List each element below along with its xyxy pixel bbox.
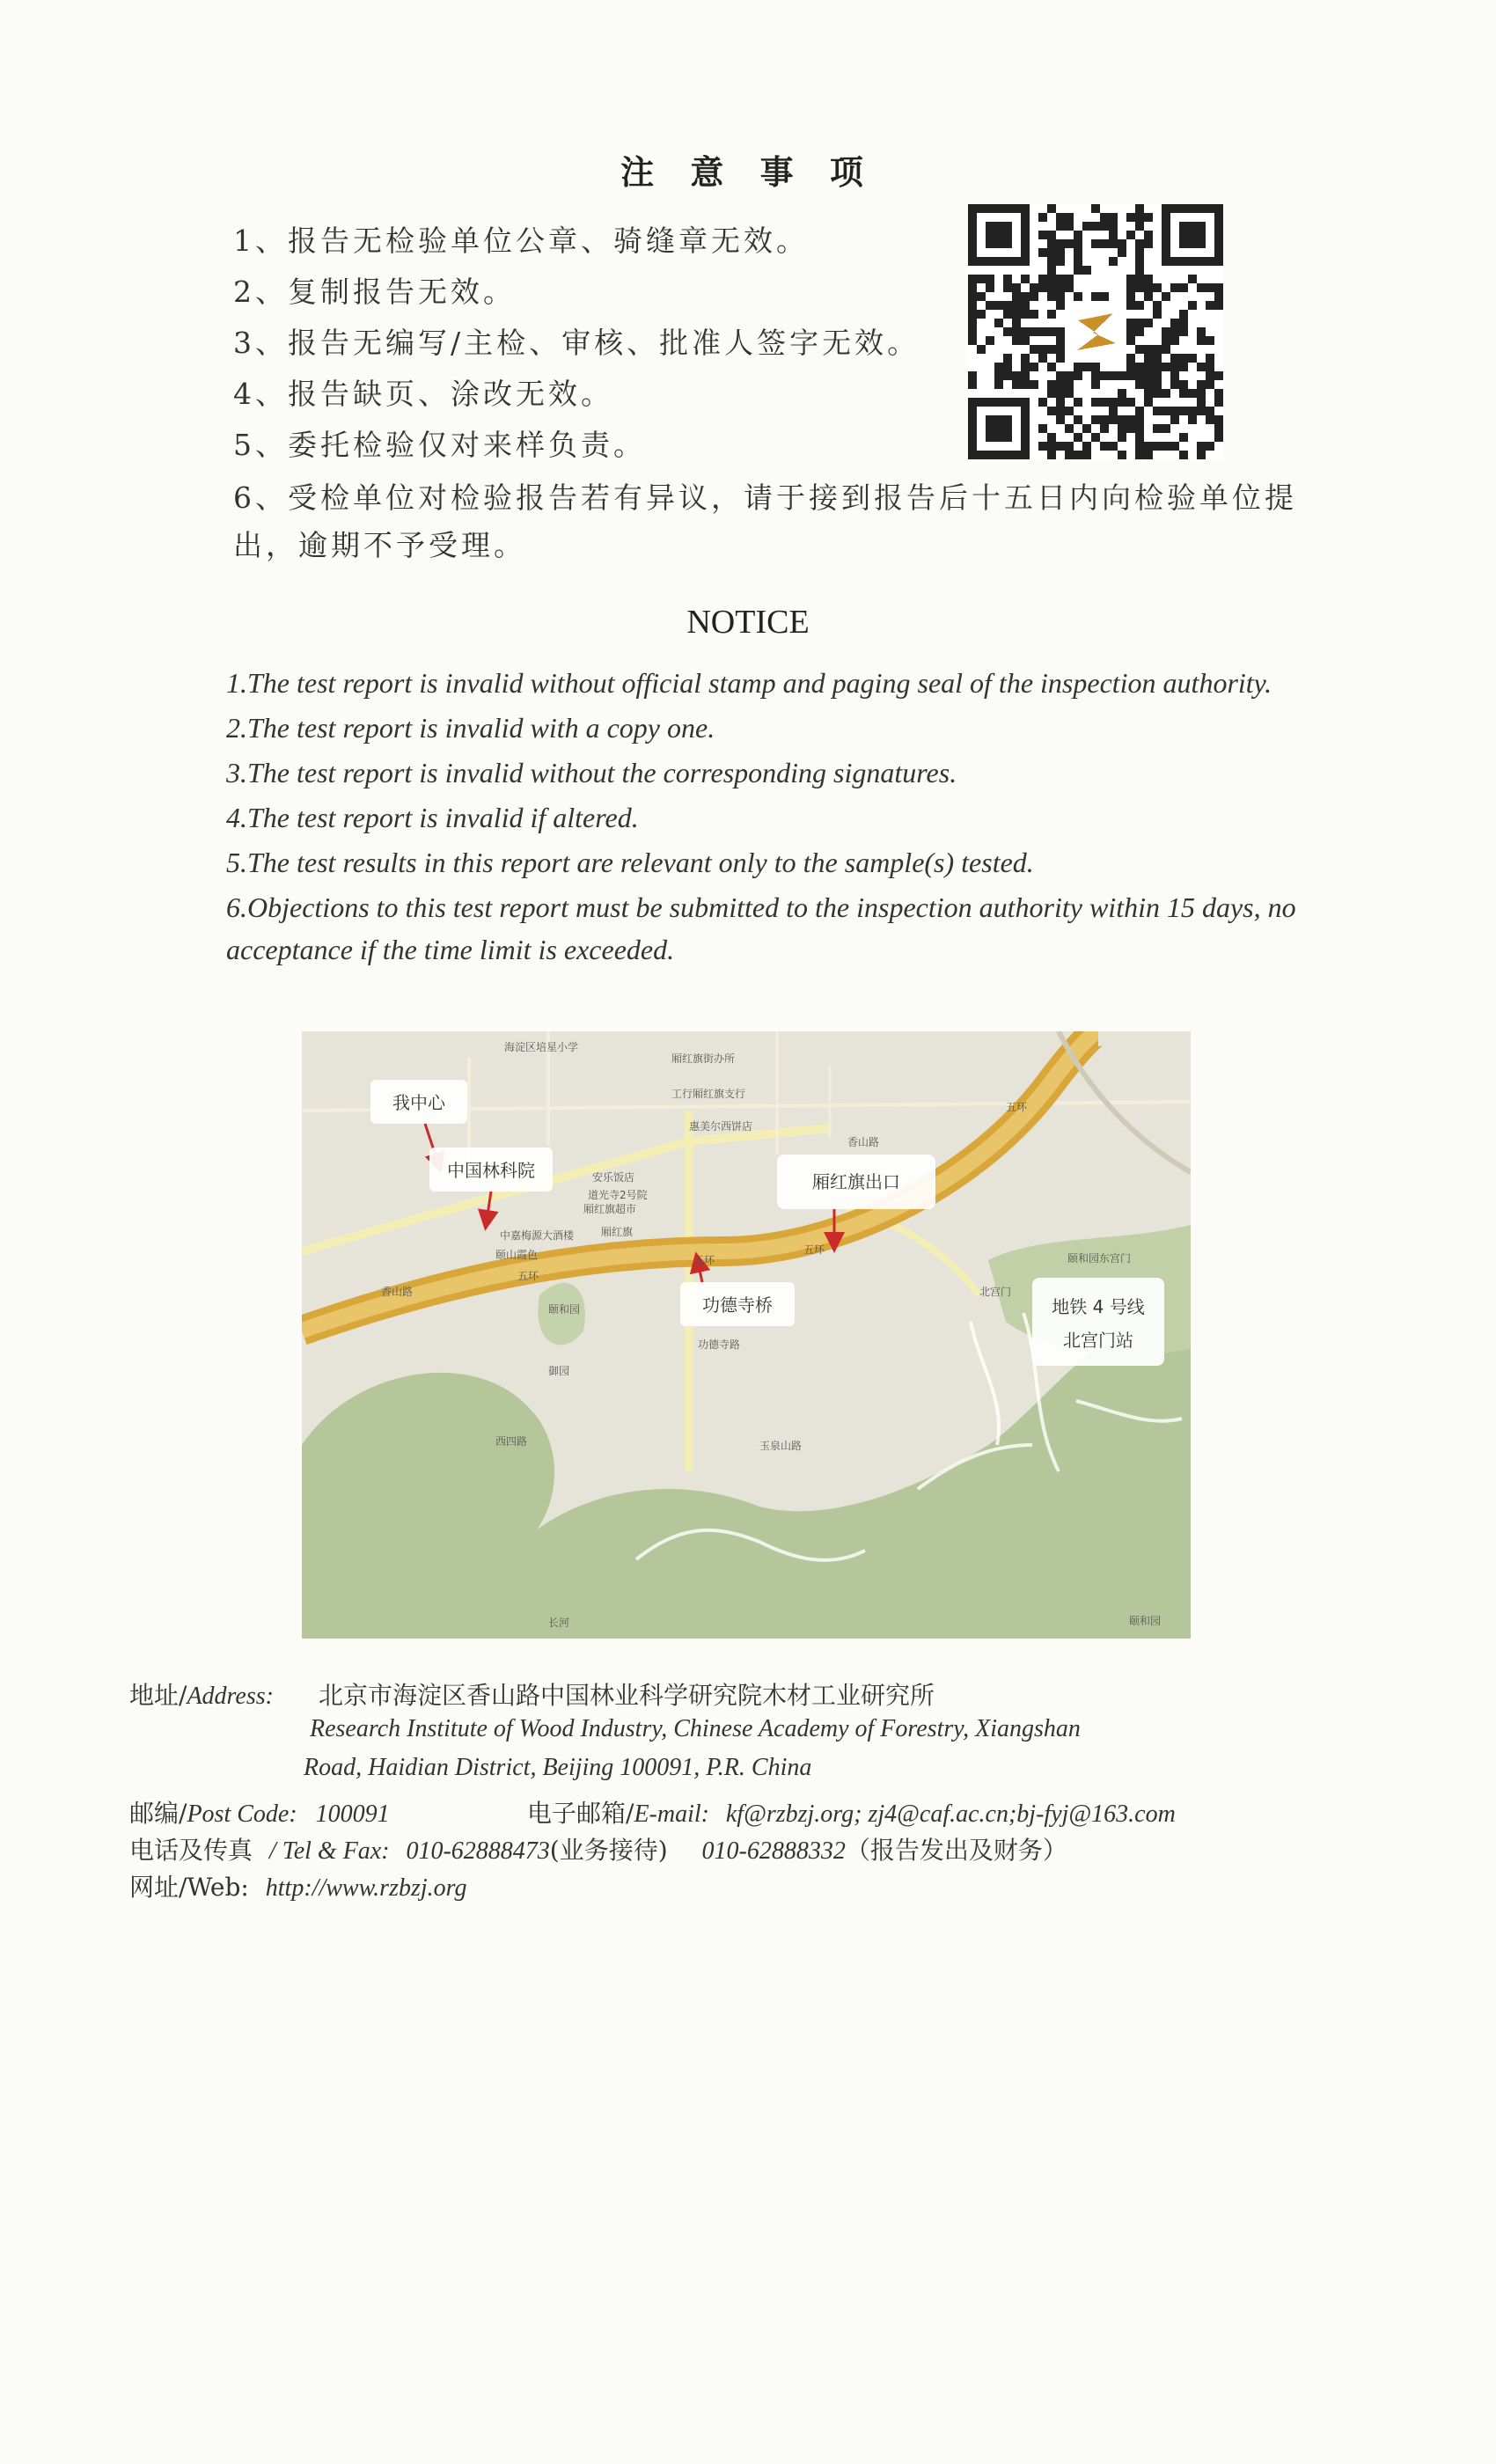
location-map — [302, 1031, 1191, 1639]
notice-item-en: 5.The test results in this report are relevant only to the sample(s) tested. — [226, 847, 1034, 878]
map-label: 颐和园东宫门 — [1067, 1252, 1132, 1265]
map-label-caf: 中国林科院 — [447, 1160, 535, 1181]
notice-item-zh: 6、受检单位对检验报告若有异议，请于接到报告后十五日内向检验单位提出，逾期不予受理。 — [233, 480, 1297, 562]
callout-center — [370, 1080, 467, 1124]
notice-title-zh: 注 意 事 项 — [620, 152, 876, 192]
map-label: 颐和园 — [548, 1303, 581, 1316]
map-label: 道光寺2号院 — [588, 1189, 648, 1201]
web-label-en: Web: — [187, 1873, 249, 1902]
phone-value-1: 010-62888473 — [406, 1837, 550, 1865]
callout-exit — [777, 1155, 935, 1209]
map-label: 香山路 — [381, 1286, 414, 1298]
notice-item-en: 2.The test report is invalid with a copy one. — [226, 712, 715, 744]
address-en-line1: Research Institute of Wood Industry, Chinese Academy of Forestry, Xiangshan — [310, 1715, 1081, 1742]
map-label-metro-line: 地铁 4 号线 — [1052, 1296, 1145, 1317]
notice-title-en: NOTICE — [686, 604, 810, 641]
callout-caf — [429, 1148, 553, 1192]
notice-item-zh: 1、报告无检验单位公章、骑缝章无效。 — [233, 224, 809, 258]
qr-code — [968, 204, 1223, 459]
email-row — [527, 1794, 1176, 1830]
notice-item-en: 6.Objections to this test report must be submitted to the inspection authority within 15 days, no acceptance if the time limit is exceeded. — [226, 891, 1296, 965]
email-link[interactable]: kf@rzbzj.org; zj4@caf.ac.cn;bj-fyj@163.com — [725, 1800, 1176, 1828]
postcode-row — [129, 1794, 390, 1830]
email-label-en: E-mail: — [634, 1800, 709, 1828]
phone-note-1: (业务接待) — [549, 1836, 668, 1865]
address-label-en: Address: — [187, 1683, 274, 1710]
map-label: 工行厢红旗支行 — [671, 1088, 746, 1100]
email-label-zh: 电子邮箱/ — [527, 1799, 634, 1828]
web-row — [129, 1868, 467, 1903]
map-label: 北宫门 — [979, 1286, 1012, 1298]
map-label: 安乐饭店 — [592, 1171, 635, 1184]
map-label: 五环 — [803, 1243, 825, 1256]
website-link[interactable]: http://www.rzbzj.org — [265, 1874, 467, 1902]
postcode-label-en: Post Code: — [187, 1800, 297, 1828]
map-label: 五环 — [1006, 1101, 1028, 1113]
map-label: 厢红旗超市 — [583, 1203, 637, 1215]
phone-label-zh: 电话及传真 — [129, 1836, 253, 1865]
map-label: 御园 — [548, 1365, 570, 1377]
address-label-zh: 地址/ — [129, 1681, 187, 1710]
phone-row — [129, 1831, 1067, 1866]
map-label: 颐山霞色 — [495, 1249, 539, 1261]
phone-label-en: / Tel & Fax: — [268, 1837, 390, 1865]
map-label: 西四路 — [495, 1435, 528, 1448]
notice-item-en: 1.The test report is invalid without official stamp and paging seal of the inspection authority. — [226, 667, 1272, 699]
map-label-center: 我中心 — [392, 1092, 445, 1113]
map-label: 香山路 — [847, 1136, 880, 1148]
qr-logo-icon — [1065, 301, 1126, 363]
map-label: 玉泉山路 — [759, 1440, 803, 1452]
map-label: 功德寺路 — [698, 1338, 741, 1351]
map-label: 五环 — [693, 1254, 715, 1266]
phone-note-2: （报告发出及财务） — [845, 1836, 1067, 1865]
map-label: 五环 — [517, 1270, 539, 1282]
address-en-line2: Road, Haidian District, Beijing 100091, P.R. China — [304, 1754, 812, 1781]
notice-item-zh: 3、报告无编写/主检、审核、批准人签字无效。 — [233, 326, 920, 360]
map-label: 长河 — [548, 1617, 570, 1629]
phone-value-2: 010-62888332 — [701, 1837, 846, 1865]
callout-bridge — [680, 1282, 795, 1326]
map-label: 颐和园 — [1129, 1615, 1162, 1627]
notice-item-zh: 2、复制报告无效。 — [233, 275, 516, 309]
map-label: 惠美尔西饼店 — [689, 1120, 753, 1133]
address-row — [129, 1676, 274, 1712]
callout-metro — [1032, 1278, 1164, 1366]
notice-item-zh: 5、委托检验仅对来样负责。 — [233, 428, 646, 462]
notice-item-zh: 4、报告缺页、涂改无效。 — [233, 377, 613, 411]
notice-item-en: 3.The test report is invalid without the corresponding signatures. — [226, 757, 957, 788]
postcode-label-zh: 邮编/ — [129, 1799, 187, 1828]
web-label-zh: 网址/ — [129, 1873, 187, 1902]
map-label-exit: 厢红旗出口 — [812, 1171, 900, 1192]
map-label-bridge: 功德寺桥 — [702, 1294, 773, 1316]
map-label: 海淀区培星小学 — [504, 1041, 579, 1053]
map-label: 厢红旗 — [601, 1226, 634, 1238]
postcode-value: 100091 — [315, 1800, 390, 1828]
map-label-metro-station: 北宫门站 — [1063, 1330, 1133, 1351]
notice-item-en: 4.The test report is invalid if altered. — [226, 802, 639, 833]
map-label: 厢红旗街办所 — [671, 1052, 736, 1065]
map-label: 中嘉梅源大酒楼 — [500, 1229, 575, 1242]
address-zh: 北京市海淀区香山路中国林业科学研究院木材工业研究所 — [319, 1681, 935, 1710]
notice-list-en — [226, 662, 1300, 973]
